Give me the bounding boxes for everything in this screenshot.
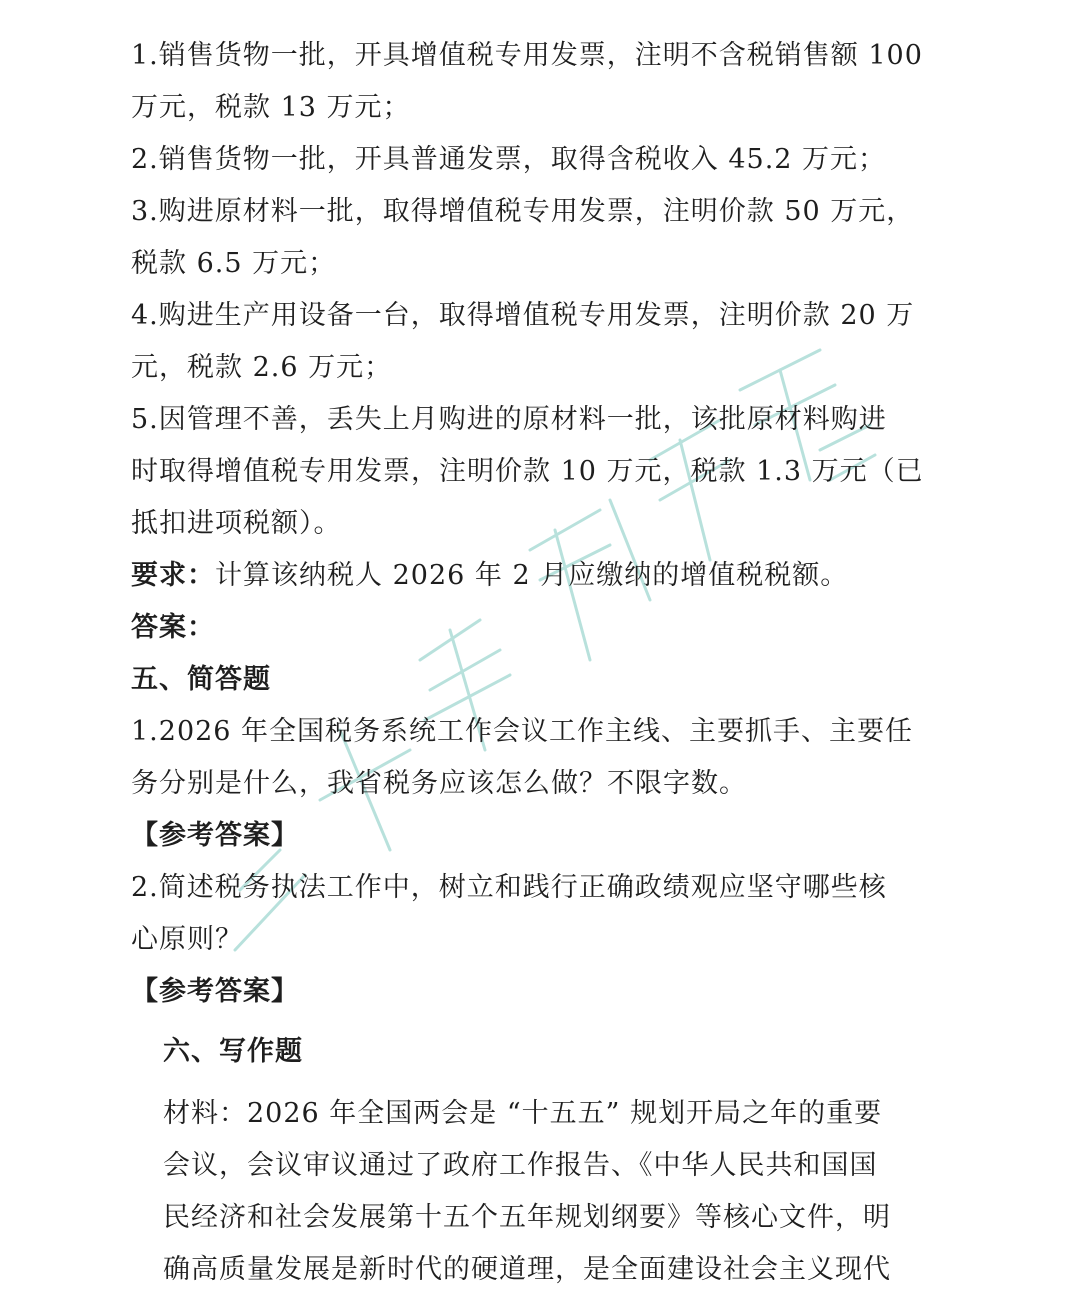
section-six-title: 六、写作题 [163,1036,303,1067]
text-line-9: 时取得增值税专用发票，注明价款 10 万元，税款 1.3 万元（已 [131,456,924,487]
reference-answer-2: 【参考答案】 [131,976,299,1007]
text-line-6: 4.购进生产用设备一台，取得增值税专用发票，注明价款 20 万 [131,300,915,331]
text-line-3: 2.销售货物一批，开具普通发票，取得含税收入 45.2 万元； [131,144,887,175]
writing-material-line-2: 会议，会议审议通过了政府工作报告、《中华人民共和国国 [163,1150,878,1181]
requirement-line [131,550,931,602]
text-line-5: 税款 6.5 万元； [131,248,337,279]
requirement-text: 计算该纳税人 2026 年 2 月应缴纳的增值税税额。 [215,560,849,591]
writing-material-line-3: 民经济和社会发展第十五个五年规划纲要》等核心文件，明 [163,1202,891,1233]
writing-material-line-1: 材料：2026 年全国两会是 “十五五” 规划开局之年的重要 [163,1098,883,1129]
text-line-8: 5.因管理不善，丢失上月购进的原材料一批，该批原材料购进 [131,404,887,435]
question-1-line-1: 1.2026 年全国税务系统工作会议工作主线、主要抓手、主要任 [131,716,914,747]
reference-answer-1: 【参考答案】 [131,820,299,851]
section-five-title: 五、简答题 [131,664,271,695]
question-2-line-1: 2.简述税务执法工作中，树立和践行正确政绩观应坚守哪些核 [131,872,887,903]
requirement-label: 要求： [131,560,215,591]
question-2-line-2: 心原则？ [131,924,243,955]
text-line-10: 抵扣进项税额）。 [131,508,342,539]
text-line-2: 万元，税款 13 万元； [131,92,411,123]
text-line-4: 3.购进原材料一批，取得增值税专用发票，注明价款 50 万元， [131,196,915,227]
text-line-7: 元，税款 2.6 万元； [131,352,393,383]
question-1-line-2: 务分别是什么，我省税务应该怎么做？不限字数。 [131,768,747,799]
writing-material-line-4: 确高质量发展是新时代的硬道理，是全面建设社会主义现代 [163,1254,891,1285]
document-content [131,30,931,1296]
answer-label: 答案： [131,612,215,643]
text-line-1: 1.销售货物一批，开具增值税专用发票，注明不含税销售额 100 [131,40,923,71]
